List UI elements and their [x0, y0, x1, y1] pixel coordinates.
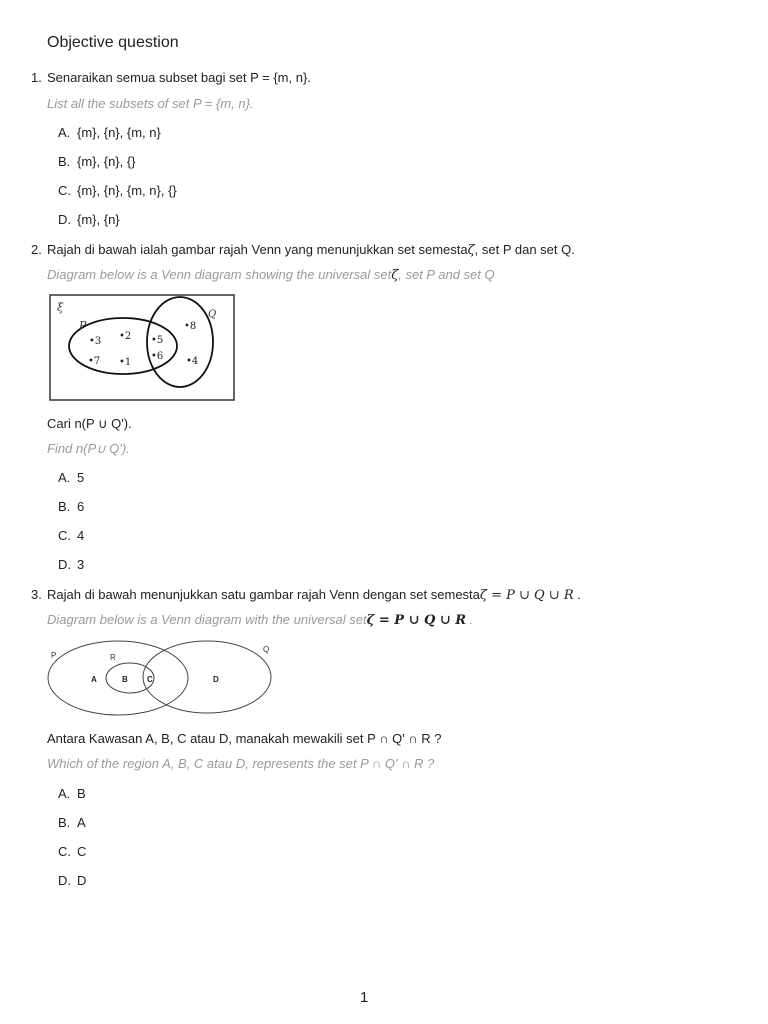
page-title: Objective question [47, 34, 179, 51]
universal-set-formula: ζ = P ∪ Q ∪ R [366, 613, 467, 628]
option-b[interactable] [58, 815, 86, 830]
set-p-label: P [79, 319, 87, 332]
option-letter: B. [58, 499, 71, 514]
region-b-label: B [122, 675, 128, 684]
question-text: Senaraikan semua subset bagi set P = {m, n}. [47, 70, 311, 85]
option-text: B [77, 786, 86, 801]
option-letter: B. [58, 154, 71, 169]
option-text: 6 [77, 499, 85, 514]
element-3: •3 [89, 336, 102, 347]
option-text: A [77, 815, 86, 830]
region-c-label: C [147, 675, 153, 684]
element-4: •4 [186, 356, 199, 367]
element-1: •1 [119, 357, 132, 368]
set-q-label: Q [263, 645, 270, 654]
option-text: 3 [77, 557, 85, 572]
option-d[interactable] [58, 557, 84, 572]
question-text-end: , set P dan set Q. [474, 242, 575, 257]
translation-end: , set P and set Q [398, 267, 495, 282]
element-5: •5 [151, 335, 164, 346]
universal-set-symbol: ζ [391, 268, 399, 283]
option-a[interactable] [58, 125, 161, 140]
translation-start: Diagram below is a Venn diagram showing the universal set [47, 267, 392, 282]
option-d[interactable] [58, 873, 86, 888]
option-d[interactable] [58, 212, 120, 227]
region-d-label: D [213, 675, 219, 684]
element-7: •7 [88, 356, 101, 367]
question-text [47, 242, 575, 258]
translation-end: . [466, 612, 474, 627]
question-translation [47, 612, 473, 628]
translation-start: Diagram below is a Venn diagram with the universal set [47, 612, 367, 627]
option-letter: D. [58, 212, 71, 227]
element-8: •8 [184, 321, 197, 332]
option-letter: C. [58, 844, 71, 859]
set-q-label: Q [208, 309, 217, 320]
set-r-label: R [110, 653, 116, 662]
page-number: 1 [360, 989, 369, 1006]
question-text [47, 587, 581, 603]
region-a-label: A [91, 675, 97, 684]
option-text: {m}, {n} [77, 212, 120, 227]
question-number: 1. [31, 70, 42, 85]
option-c[interactable] [58, 183, 177, 198]
universal-set-formula: ζ = P ∪ Q ∪ R [479, 588, 574, 603]
option-text: {m}, {n}, {m, n}, {} [77, 183, 177, 198]
question-prompt-translation: Which of the region A, B, C atau D, represents the set P ∩ Q' ∩ R ? [47, 756, 435, 771]
option-b[interactable] [58, 154, 136, 169]
option-c[interactable] [58, 844, 86, 859]
option-letter: A. [58, 786, 71, 801]
set-p-ellipse [48, 641, 188, 715]
element-6: •6 [151, 351, 164, 362]
question-prompt: Antara Kawasan A, B, C atau D, manakah mewakili set P ∩ Q' ∩ R ? [47, 731, 442, 746]
question-text-start: Rajah di bawah menunjukkan satu gambar rajah Venn dengan set semesta [47, 587, 480, 602]
question-text-end: . [573, 587, 581, 602]
universal-set-label: ξ [57, 301, 64, 314]
option-letter: A. [58, 125, 71, 140]
question-number: 3. [31, 587, 42, 602]
option-letter: B. [58, 815, 71, 830]
venn-diagram-pq [48, 294, 236, 402]
option-a[interactable] [58, 786, 86, 801]
universal-set-box [50, 295, 234, 400]
element-2: •2 [119, 331, 132, 342]
option-letter: A. [58, 470, 71, 485]
option-text: 4 [77, 528, 85, 543]
option-letter: D. [58, 557, 71, 572]
question-prompt-translation: Find n(P∪ Q'). [47, 441, 130, 456]
question-number: 2. [31, 242, 42, 257]
option-letter: C. [58, 183, 71, 198]
question-translation: List all the subsets of set P = {m, n}. [47, 96, 254, 111]
option-letter: D. [58, 873, 71, 888]
option-text: 5 [77, 470, 85, 485]
option-text: {m}, {n}, {} [77, 154, 136, 169]
set-q-ellipse [143, 641, 271, 713]
option-c[interactable] [58, 528, 84, 543]
set-p-label: P [51, 651, 57, 660]
option-text: {m}, {n}, {m, n} [77, 125, 161, 140]
option-text: C [77, 844, 87, 859]
option-text: D [77, 873, 87, 888]
option-a[interactable] [58, 470, 84, 485]
question-translation [47, 267, 495, 283]
venn-diagram-pqr [46, 638, 278, 720]
option-letter: C. [58, 528, 71, 543]
question-text-start: Rajah di bawah ialah gambar rajah Venn yang menunjukkan set semesta [47, 242, 468, 257]
option-b[interactable] [58, 499, 84, 514]
universal-set-symbol: ζ [467, 243, 475, 258]
question-prompt: Cari n(P ∪ Q'). [47, 416, 132, 431]
